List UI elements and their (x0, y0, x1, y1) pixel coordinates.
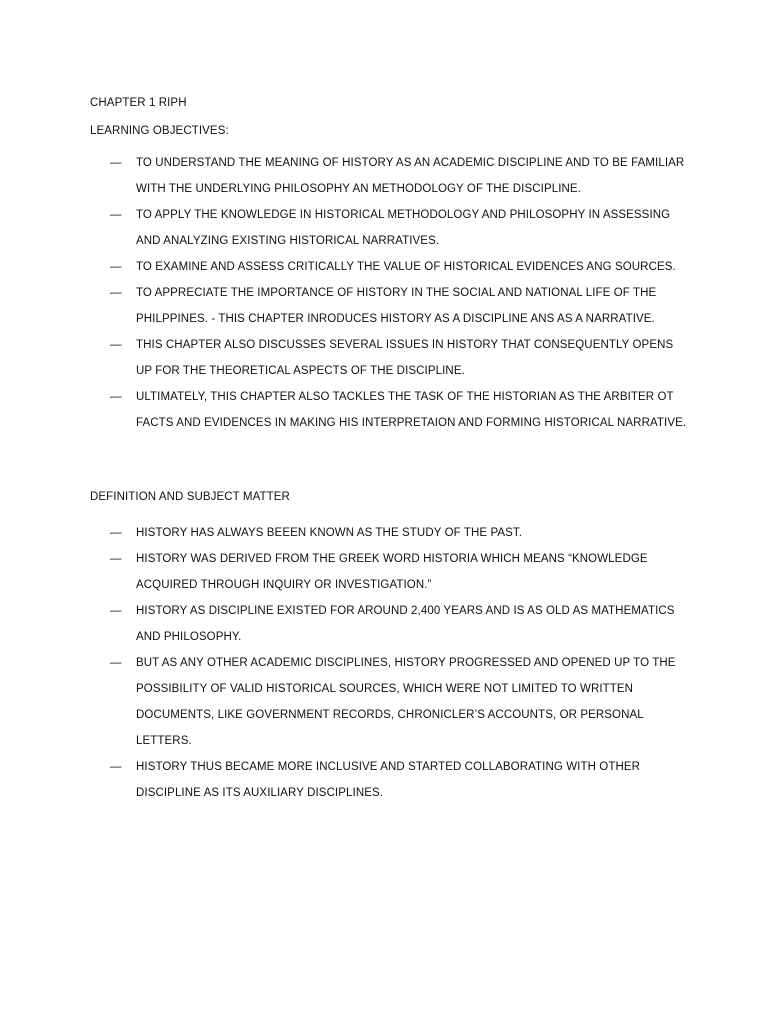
dash-bullet: — (110, 761, 122, 773)
dash-bullet: — (110, 261, 122, 273)
list-item (90, 280, 688, 332)
list-item-text: ULTIMATELY, THIS CHAPTER ALSO TACKLES THE TASK OF THE HISTORIAN AS THE ARBITER OT FACTS AND EVIDENCES IN MAKING HIS INTERPRETAION AND FORMING HISTORICAL NARRATIVE. (136, 391, 687, 429)
objectives-heading: LEARNING OBJECTIVES: (90, 125, 229, 137)
list-item (90, 384, 688, 436)
dash-bullet: — (110, 391, 122, 403)
definition-heading: DEFINITION AND SUBJECT MATTER (90, 491, 290, 503)
list-item (90, 650, 688, 754)
list-item (90, 254, 688, 280)
list-item (90, 332, 688, 384)
list-item-text: TO EXAMINE AND ASSESS CRITICALLY THE VALUE OF HISTORICAL EVIDENCES ANG SOURCES. (136, 261, 676, 273)
dash-bullet: — (110, 339, 122, 351)
dash-bullet: — (110, 157, 122, 169)
dash-bullet: — (110, 553, 122, 565)
list-item (90, 598, 688, 650)
list-item-text: BUT AS ANY OTHER ACADEMIC DISCIPLINES, HISTORY PROGRESSED AND OPENED UP TO THE POSSIBILITY OF VALID HISTORICAL SOURCES, WHICH WERE NOT LIMITED TO WRITTEN DOCUMENTS, LIKE GOVERNMENT RECORDS, CHRONICLER’S ACCOUNTS, OR PERSONAL LETTERS. (136, 657, 676, 747)
chapter-title: CHAPTER 1 RIPH (90, 97, 187, 109)
dash-bullet: — (110, 527, 122, 539)
objectives-list (90, 150, 688, 436)
list-item-text: THIS CHAPTER ALSO DISCUSSES SEVERAL ISSUES IN HISTORY THAT CONSEQUENTLY OPENS UP FOR THE THEORETICAL ASPECTS OF THE DISCIPLINE. (136, 339, 674, 377)
definition-list (90, 520, 688, 806)
dash-bullet: — (110, 657, 122, 669)
list-item (90, 202, 688, 254)
dash-bullet: — (110, 287, 122, 299)
dash-bullet: — (110, 605, 122, 617)
list-item-text: HISTORY WAS DERIVED FROM THE GREEK WORD HISTORIA WHICH MEANS “KNOWLEDGE ACQUIRED THROUGH INQUIRY OR INVESTIGATION.” (136, 553, 648, 591)
list-item-text: TO APPLY THE KNOWLEDGE IN HISTORICAL METHODOLOGY AND PHILOSOPHY IN ASSESSING AND ANALYZING EXISTING HISTORICAL NARRATIVES. (136, 209, 671, 247)
dash-bullet: — (110, 209, 122, 221)
list-item-text: TO APPRECIATE THE IMPORTANCE OF HISTORY IN THE SOCIAL AND NATIONAL LIFE OF THE PHILPPINES. - THIS CHAPTER INRODUCES HISTORY AS A DISCIPLINE ANS AS A NARRATIVE. (136, 287, 657, 325)
list-item (90, 546, 688, 598)
list-item (90, 520, 688, 546)
list-item-text: HISTORY THUS BECAME MORE INCLUSIVE AND STARTED COLLABORATING WITH OTHER DISCIPLINE AS ITS AUXILIARY DISCIPLINES. (136, 761, 641, 799)
list-item-text: HISTORY HAS ALWAYS BEEEN KNOWN AS THE STUDY OF THE PAST. (136, 527, 523, 539)
list-item (90, 754, 688, 806)
list-item (90, 150, 688, 202)
list-item-text: TO UNDERSTAND THE MEANING OF HISTORY AS AN ACADEMIC DISCIPLINE AND TO BE FAMILIAR WITH THE UNDERLYING PHILOSOPHY AN METHODOLOGY OF THE DISCIPLINE. (136, 157, 685, 195)
list-item-text: HISTORY AS DISCIPLINE EXISTED FOR AROUND 2,400 YEARS AND IS AS OLD AS MATHEMATICS AND PHILOSOPHY. (136, 605, 675, 643)
